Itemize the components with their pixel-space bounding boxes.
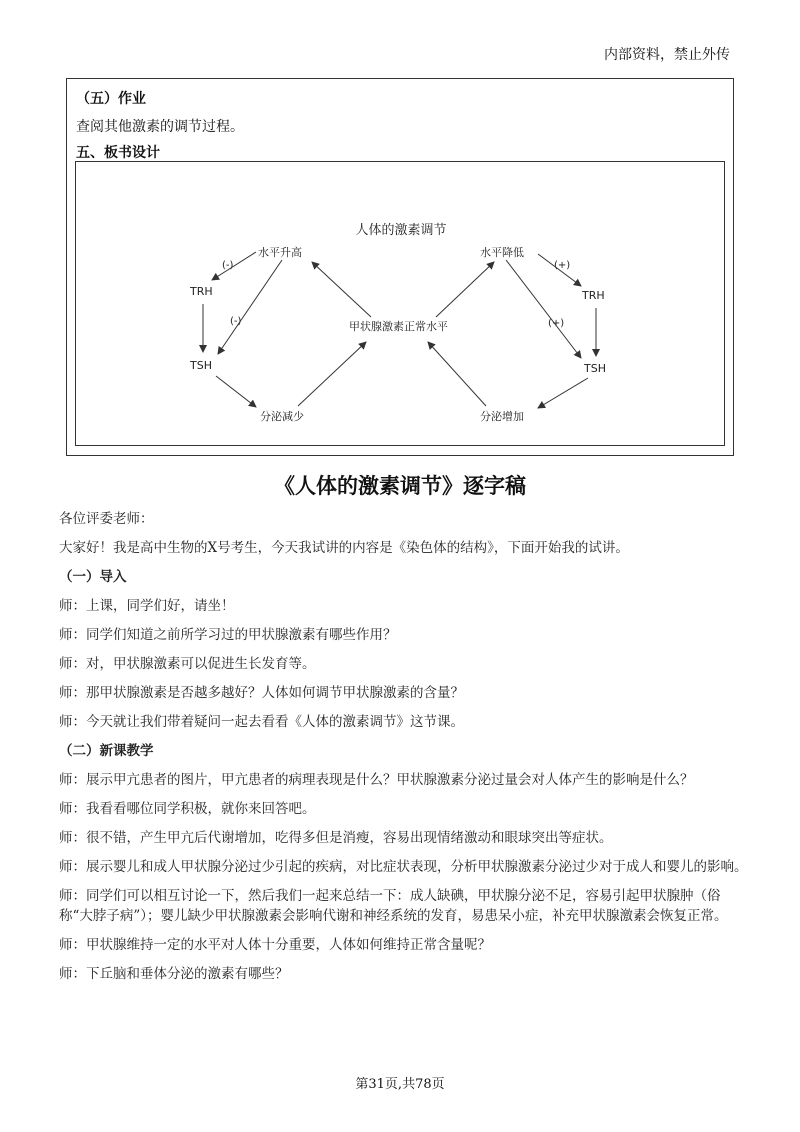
node-left-trh: TRH (190, 285, 213, 298)
section-heading: （一）导入 (59, 569, 127, 585)
transcript-line: 师：展示婴儿和成人甲状腺分泌过少引起的疾病，对比症状表现，分析甲状腺激素分泌过少对于成人和婴儿的影响。 (59, 859, 748, 875)
arrow-decrease-to-normal (298, 342, 366, 406)
transcript-line: 师：那甲状腺激素是否越多越好？人体如何调节甲状腺激素的含量？ (59, 685, 464, 701)
transcript-line: 师：展示甲亢患者的图片，甲亢患者的病理表现是什么？甲状腺激素分泌过量会对人体产生的影响是什么？ (59, 772, 694, 788)
transcript-line: 师：今天就让我们带着疑问一起去看看《人体的激素调节》这节课。 (59, 714, 464, 730)
transcript-line: 师：同学们可以相互讨论一下，然后我们一起来总结一下：成人缺碘，甲状腺分泌不足，容易引起甲状腺肿（俗称“大脖子病”）；婴儿缺少甲状腺激素会影响代谢和神经系统的发育，易患呆小症，补充甲状腺激素会恢复正常。 (59, 888, 728, 924)
transcript-line: 师：很不错，产生甲亢后代谢增加，吃得多但是消瘦，容易出现情绪激动和眼球突出等症状。 (59, 830, 613, 846)
arrow-increase-to-normal (428, 342, 486, 406)
homework-text: 查阅其他激素的调节过程。 (76, 119, 244, 135)
sign-right-mid: (+) (548, 318, 565, 329)
arrow-normal-to-high (312, 262, 371, 317)
board-diagram (75, 161, 725, 446)
transcript-line: 师：对，甲状腺激素可以促进生长发育等。 (59, 656, 316, 672)
transcript-line: 师：上课，同学们好，请坐！ (59, 598, 235, 614)
arrow-low-to-trh (538, 254, 581, 286)
transcript-line: 师：下丘脑和垂体分泌的激素有哪些？ (59, 966, 289, 982)
confidential-watermark: 内部资料，禁止外传 (604, 47, 730, 63)
arrow-low-to-tsh (506, 260, 581, 358)
node-level-high: 水平升高 (258, 246, 302, 259)
document-title: 《人体的激素调节》逐字稿 (274, 473, 526, 498)
node-left-tsh: TSH (190, 359, 212, 372)
node-level-low: 水平降低 (480, 246, 524, 259)
node-normal-level: 甲状腺激素正常水平 (349, 320, 448, 333)
arrow-tsh-to-increase (538, 378, 588, 408)
node-secretion-increase: 分泌增加 (480, 410, 524, 423)
sign-right-top: (+) (554, 260, 571, 271)
transcript-line: 大家好！我是高中生物的X号考生，今天我试讲的内容是《染色体的结构》，下面开始我的试讲。 (59, 540, 629, 556)
arrow-high-to-trh (212, 252, 256, 280)
transcript-line: 师：我看看哪位同学积极，就你来回答吧。 (59, 801, 316, 817)
homework-heading: （五）作业 (76, 91, 146, 107)
sign-left-mid: (-) (230, 316, 242, 327)
sign-left-top: (-) (222, 260, 234, 271)
node-secretion-decrease: 分泌减少 (260, 410, 304, 423)
arrow-normal-to-low (436, 262, 494, 317)
transcript-line: 师：同学们知道之前所学习过的甲状腺激素有哪些作用？ (59, 627, 397, 643)
transcript-body (59, 509, 749, 993)
hormone-regulation-diagram (76, 162, 726, 447)
arrow-tsh-to-decrease (216, 376, 256, 407)
page-number: 第31页,共78页 (355, 1077, 445, 1092)
transcript-line: 各位评委老师： (59, 511, 154, 527)
section-heading: （二）新课教学 (59, 743, 154, 759)
transcript-line: 师：甲状腺维持一定的水平对人体十分重要，人体如何维持正常含量呢？ (59, 937, 491, 953)
node-right-tsh: TSH (584, 362, 606, 375)
arrow-high-to-tsh (218, 260, 282, 354)
node-right-trh: TRH (582, 289, 605, 302)
board-design-heading: 五、板书设计 (76, 145, 160, 161)
diagram-title: 人体的激素调节 (355, 223, 447, 238)
